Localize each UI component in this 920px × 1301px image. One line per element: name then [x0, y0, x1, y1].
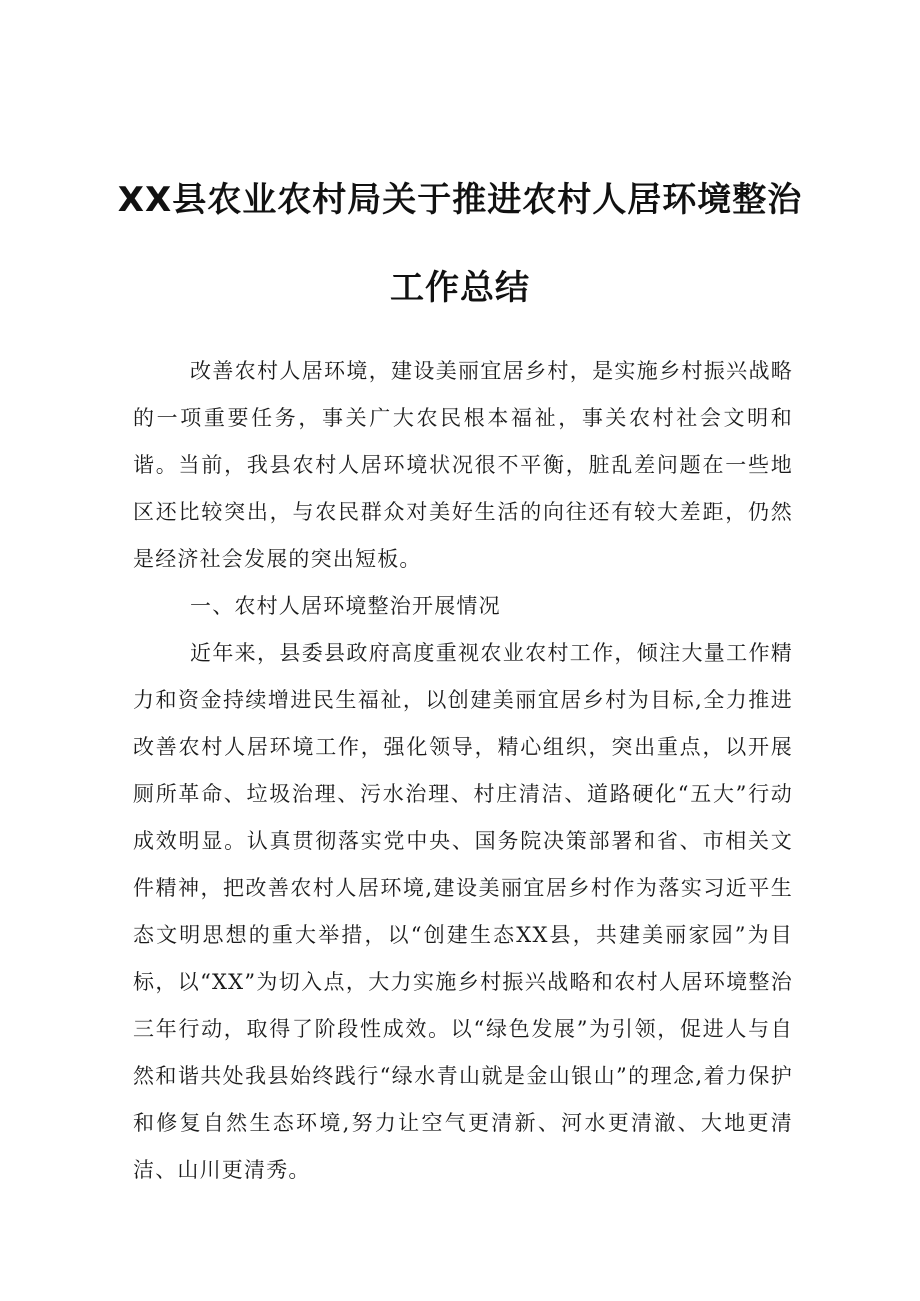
section-heading: 一、农村人居环境整治开展情况 [190, 594, 501, 618]
intro-paragraph: 改善农村人居环境，建设美丽宜居乡村，是实施乡村振兴战略的一项重要任务，事关广大农民根本福祉，事关农村社会文明和谐。当前，我县农村人居环境状况很不平衡，脏乱差问题在一些地区还比较突出，与农民群众对美好生活的向往还有较大差距，仍然是经济社会发展的突出短板。 [133, 359, 793, 571]
section-paragraph: 近年来，县委县政府高度重视农业农村工作，倾注大量工作精力和资金持续增进民生福祉，以创建美丽宜居乡村为目标,全力推进改善农村人居环境工作，强化领导，精心组织，突出重点，以开展厕所革命、垃圾治理、污水治理、村庄清洁、道路硬化“五大”行动成效明显。认真贯彻落实党中央、国务院决策部署和省、市相关文件精神，把改善农村人居环境,建设美丽宜居乡村作为落实习近平生态文明思想的重大举措，以“创建生态XX县，共建美丽家园”为目标，以“XX”为切入点，大力实施乡村振兴战略和农村人居环境整治三年行动，取得了阶段性成效。以“绿色发展”为引领，促进人与自然和谐共处我县始终践行“绿水青山就是金山银山”的理念,着力保护和修复自然生态环境,努力让空气更清新、河水更清澈、大地更清洁、山川更清秀。 [133, 641, 793, 1182]
document-title-line-1: XX县农业农村局关于推进农村人居环境整治 [117, 180, 803, 220]
document-title-line-2: 工作总结 [390, 268, 530, 308]
